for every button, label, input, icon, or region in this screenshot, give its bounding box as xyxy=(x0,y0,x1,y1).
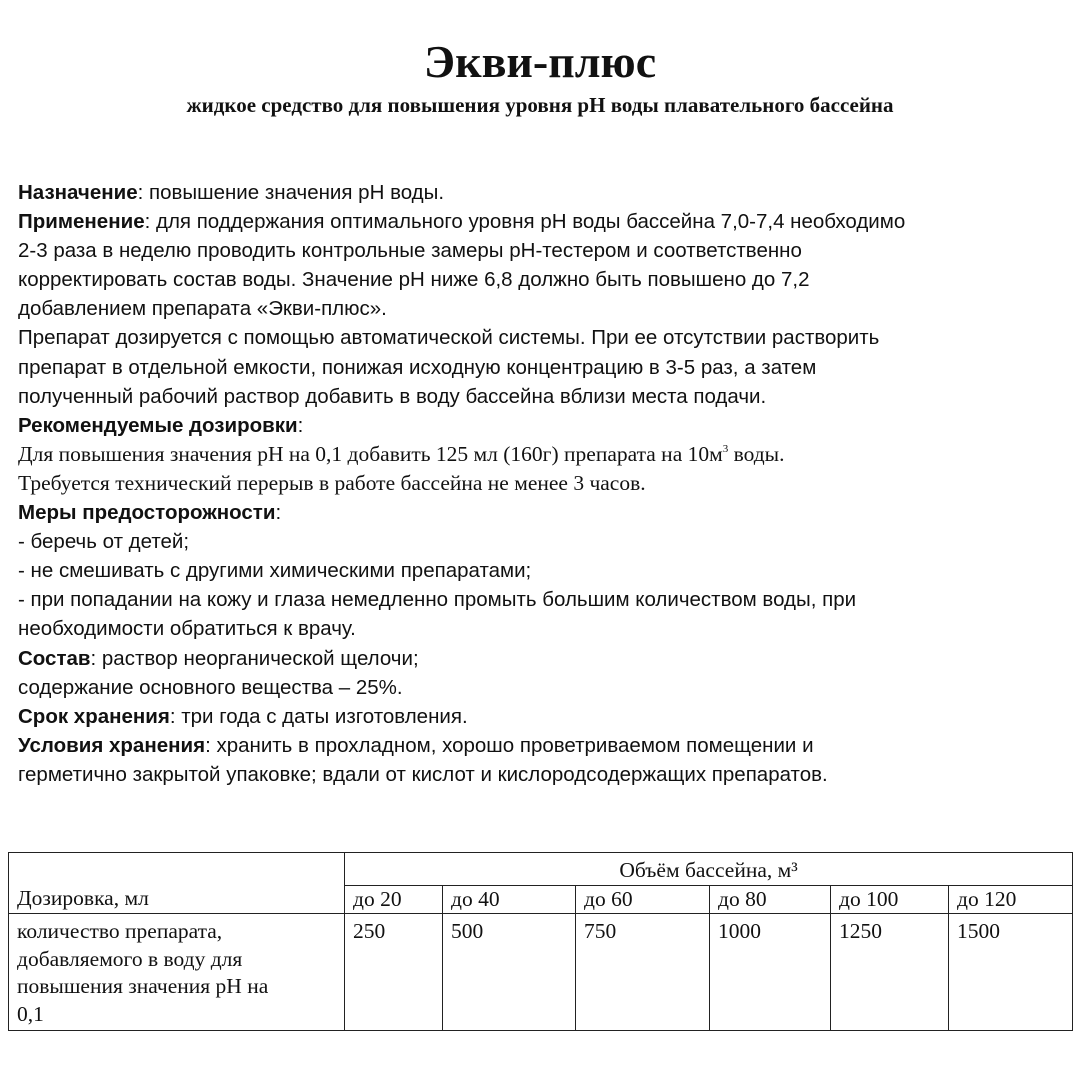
composition-text: : раствор неорганической щелочи; xyxy=(90,646,419,670)
application-line: корректировать состав воды. Значение pH ниже 6,8 должно быть повышено до 7,2 xyxy=(18,268,810,292)
storage-label: Условия хранения xyxy=(18,733,206,757)
precaution-item: - при попадании на кожу и глаза немедленно промыть большим количеством воды, при xyxy=(18,588,857,612)
application-line xyxy=(18,207,1068,236)
purpose-line xyxy=(18,178,1068,207)
purpose-text: : повышение значения pH воды. xyxy=(137,181,445,204)
shelf-life-line xyxy=(18,702,1068,731)
dosage-colon: : xyxy=(297,413,304,437)
application-line: препарат в отдельной емкости, понижая исходную концентрацию в 3-5 раз, а затем xyxy=(18,355,817,379)
table-value-cell: 750 xyxy=(576,914,710,1031)
table-value-cell: 250 xyxy=(345,914,443,1031)
composition-label: Состав xyxy=(18,646,91,670)
dosage-text-end: воды. xyxy=(728,441,785,466)
application-line: Препарат дозируется с помощью автоматической системы. При ее отсутствии растворить xyxy=(18,326,880,350)
table-range-cell: до 40 xyxy=(443,886,576,914)
dosage-heading xyxy=(18,411,1068,440)
storage-text: : хранить в прохладном, хорошо проветриваемом помещении и xyxy=(205,733,814,757)
precautions-heading xyxy=(18,498,1068,527)
row-label-line: количество препарата, xyxy=(17,919,223,943)
precautions-label: Меры предосторожности xyxy=(18,501,276,525)
composition-line xyxy=(18,644,1068,673)
application-label: Применение xyxy=(18,210,145,234)
table-range-cell: до 100 xyxy=(831,886,949,914)
row-label-line: повышения значения pH на xyxy=(17,974,269,998)
shelf-life-label: Срок хранения xyxy=(18,704,170,728)
application-line: добавлением препарата «Экви-плюс». xyxy=(18,297,387,321)
table-value-cell: 1250 xyxy=(831,914,949,1031)
precaution-item: - не смешивать с другими химическими препаратами; xyxy=(18,559,532,583)
table-value-cell: 500 xyxy=(443,914,576,1031)
table-row-header: Дозировка, мл xyxy=(9,853,345,914)
composition-line: содержание основного вещества – 25%. xyxy=(18,675,403,699)
table-row-label xyxy=(9,914,345,1031)
application-line: полученный рабочий раствор добавить в воду бассейна вблизи места подачи. xyxy=(18,384,767,408)
table-volume-header: Объём бассейна, м³ xyxy=(345,853,1073,886)
application-line: 2-3 раза в неделю проводить контрольные замеры pH-тестером и соответственно xyxy=(18,239,802,263)
storage-line: герметично закрытой упаковке; вдали от кислот и кислородсодержащих препаратов. xyxy=(18,762,828,786)
precaution-item: - беречь от детей; xyxy=(18,530,190,554)
cubic-superscript: 3 xyxy=(722,442,729,455)
dosage-text: Для повышения значения pH на 0,1 добавить 125 мл (160г) препарата на 10м xyxy=(18,441,723,466)
storage-line xyxy=(18,731,1068,760)
table-range-cell: до 120 xyxy=(949,886,1073,914)
table-range-cell: до 60 xyxy=(576,886,710,914)
row-label-line: добавляемого в воду для xyxy=(17,946,243,971)
table-range-cell: до 80 xyxy=(710,886,831,914)
dosage-line: Требуется технический перерыв в работе бассейна не менее 3 часов. xyxy=(18,470,646,495)
table-value-cell: 1000 xyxy=(710,914,831,1031)
table-range-cell: до 20 xyxy=(345,886,443,914)
application-text: : для поддержания оптимального уровня pH воды бассейна 7,0-7,4 необходимо xyxy=(144,210,906,234)
page-subtitle: жидкое средство для повышения уровня pH воды плавательного бассейна xyxy=(186,93,894,117)
precaution-item: необходимости обратиться к врачу. xyxy=(18,617,356,641)
dosage-label: Рекомендуемые дозировки xyxy=(18,413,298,437)
row-label-line: 0,1 xyxy=(17,1001,44,1026)
dosage-line xyxy=(18,440,1068,469)
dosage-table xyxy=(8,852,1073,1031)
table-value-cell: 1500 xyxy=(949,914,1073,1031)
page-title: Экви-плюс xyxy=(423,36,657,87)
shelf-life-text: : три года с даты изготовления. xyxy=(169,704,468,728)
precautions-colon: : xyxy=(275,501,282,525)
instructions-body xyxy=(18,178,1068,789)
purpose-label: Назначение xyxy=(18,181,138,204)
